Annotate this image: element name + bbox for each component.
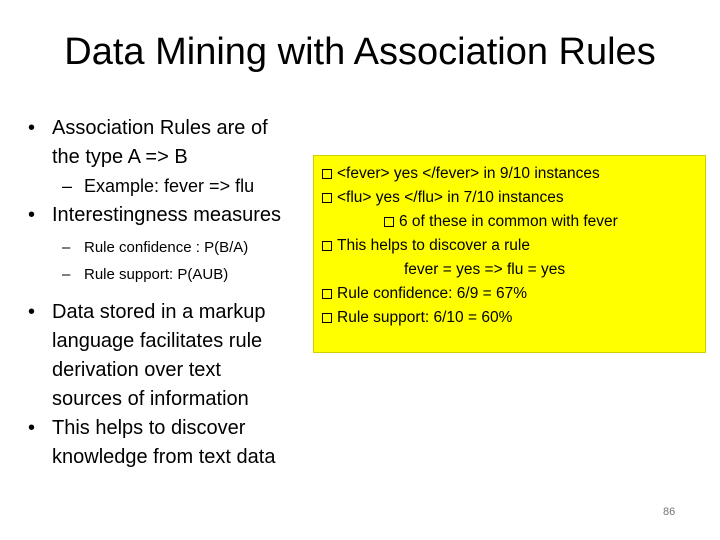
dash-marker: – [62,176,73,196]
bullet-interestingness [22,201,312,230]
box-line-flu: <flu> yes </flu> in 7/10 instances [322,186,699,210]
bullet-text-line: Association Rules are of [52,117,268,139]
sub-bullet-text: Rule support: P(AUB) [84,266,229,283]
bullet-marker: • [28,301,36,323]
sub-bullet-text: Example: fever => flu [84,176,255,196]
box-line-support: Rule support: 6/10 = 60% [322,306,699,330]
bullet-text-line: language facilitates rule [52,330,263,352]
checkbox-bullet-icon [384,217,394,227]
checkbox-bullet-icon [322,169,332,179]
example-callout-box [313,155,706,353]
bullet-text-line: Interestingness measures [52,204,282,226]
bullet-discover-knowledge [22,414,312,472]
slide-title: Data Mining with Association Rules [64,31,656,73]
checkbox-bullet-icon [322,193,332,203]
box-line-confidence: Rule confidence: 6/9 = 67% [322,282,699,306]
box-line-common: 6 of these in common with fever [322,210,699,234]
box-line-discover: This helps to discover a rule [322,234,699,258]
bullet-text-line: derivation over text [52,359,221,381]
dash-marker: – [62,239,71,256]
sub-bullet-example [22,172,312,201]
bullet-marker: • [28,204,36,226]
bullet-markup-language [22,298,312,414]
bullet-text-line: knowledge from text data [52,446,276,468]
bullet-text-line: the type A => B [52,146,188,168]
bullet-text-line: Data stored in a markup [52,301,266,323]
bullet-marker: • [28,117,36,139]
bullet-text-line: sources of information [52,388,249,410]
bullet-association-rules [22,114,312,172]
box-line-rule: fever = yes => flu = yes [404,261,566,278]
sub-bullet-support [22,261,312,288]
page-number: 86 [663,506,676,518]
dash-marker: – [62,266,71,283]
bullet-marker: • [28,417,36,439]
sub-bullet-text: Rule confidence : P(B/A) [84,239,249,256]
checkbox-bullet-icon [322,289,332,299]
sub-bullet-confidence [22,234,312,261]
left-bullet-list [22,114,312,472]
checkbox-bullet-icon [322,241,332,251]
checkbox-bullet-icon [322,313,332,323]
box-line-fever: <fever> yes </fever> in 9/10 instances [322,162,699,186]
bullet-text-line: This helps to discover [52,417,246,439]
